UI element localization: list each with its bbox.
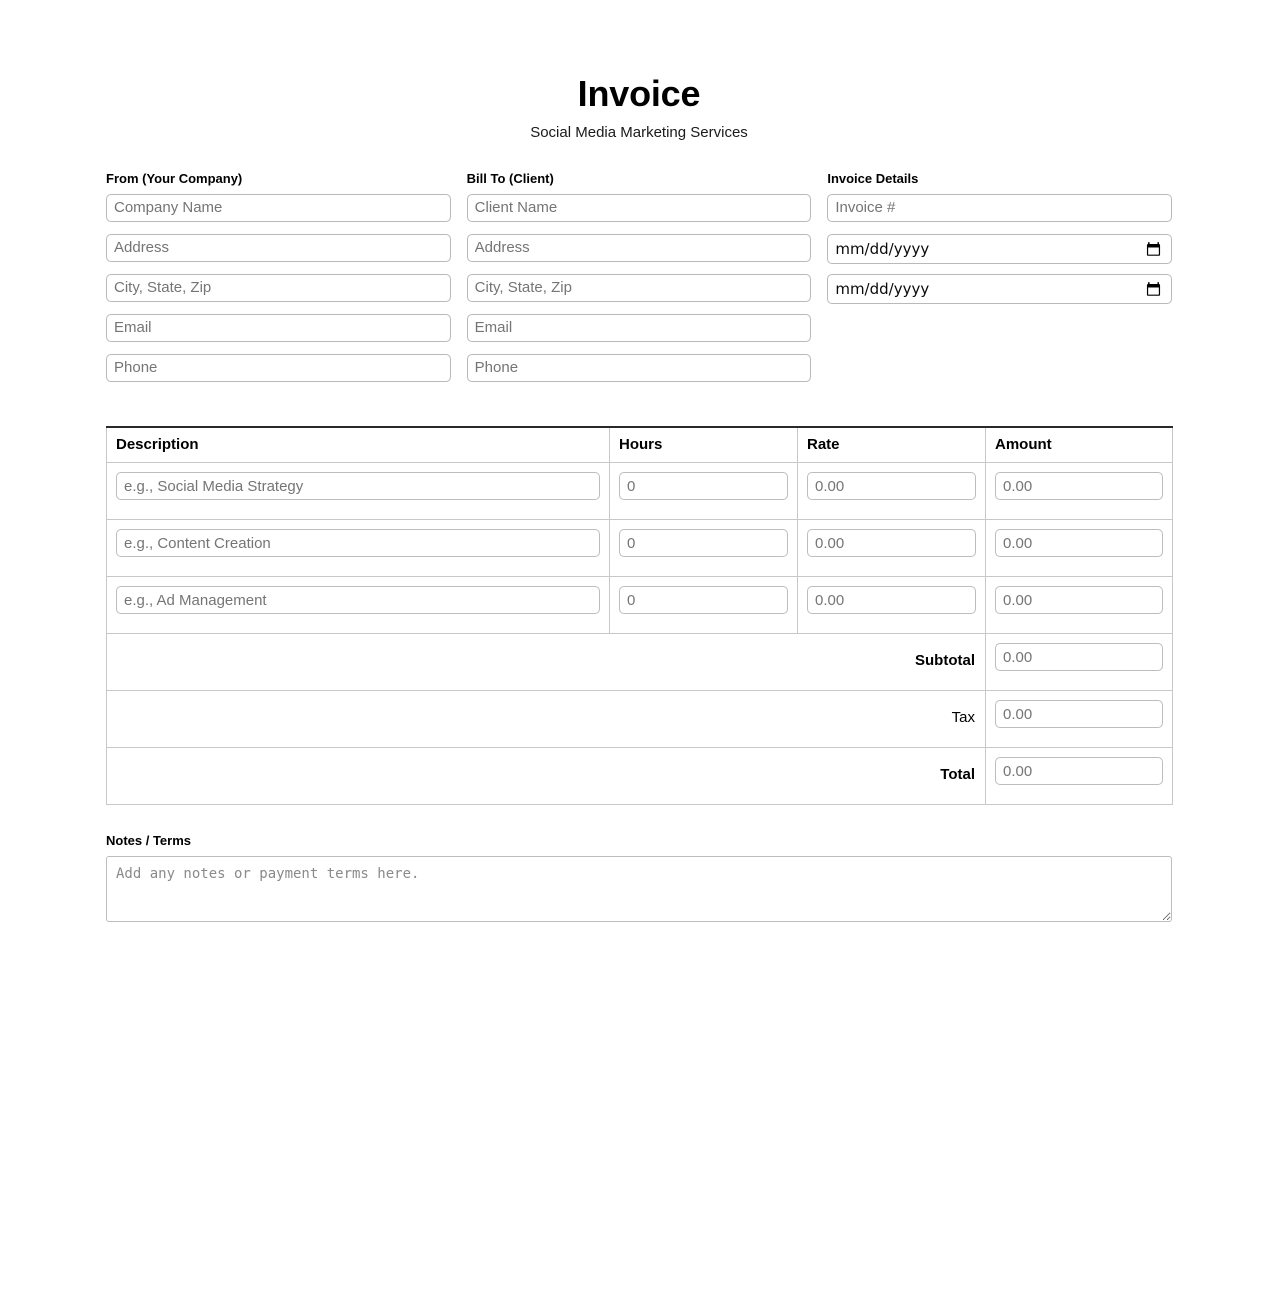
company-name-input[interactable]: [106, 194, 451, 222]
line-item-hours-input[interactable]: [619, 529, 788, 557]
cell-amount: [986, 463, 1173, 520]
subtotal-row: [107, 634, 1173, 691]
client-city-state-zip-input[interactable]: [467, 274, 812, 302]
total-input[interactable]: [995, 757, 1163, 785]
calendar-icon[interactable]: [1146, 241, 1161, 256]
line-items-table: [106, 426, 1173, 806]
calendar-icon[interactable]: [1146, 281, 1161, 296]
line-item-rate-input[interactable]: [807, 586, 976, 614]
total-row: [107, 748, 1173, 805]
invoice-date-value: mm/dd/yyyy: [835, 239, 930, 258]
cell-description: [107, 463, 610, 520]
invoice-number-input[interactable]: [827, 194, 1172, 222]
subtotal-input[interactable]: [995, 643, 1163, 671]
column-header-hours: Hours: [610, 427, 798, 463]
page-subtitle: Social Media Marketing Services: [530, 123, 748, 141]
cell-total: [986, 748, 1173, 805]
column-header-description: Description: [107, 427, 610, 463]
subtotal-label: Subtotal: [107, 634, 986, 691]
bill-to-section-label: Bill To (Client): [466, 170, 554, 186]
cell-rate: [798, 520, 986, 577]
total-label: Total: [107, 748, 986, 805]
table-header-row: [107, 427, 1173, 463]
parties-grid: [106, 171, 1172, 394]
line-item-rate-input[interactable]: [807, 529, 976, 557]
cell-description: [107, 577, 610, 634]
table-row: [107, 577, 1173, 634]
table-row: [107, 520, 1173, 577]
invoice-page: [106, 0, 1172, 922]
column-header-rate: Rate: [798, 427, 986, 463]
cell-subtotal: [986, 634, 1173, 691]
notes-section: [106, 833, 1172, 922]
client-email-input[interactable]: [467, 314, 812, 342]
line-item-description-input[interactable]: [116, 586, 600, 614]
cell-description: [107, 520, 610, 577]
line-item-amount-input[interactable]: [995, 529, 1163, 557]
client-phone-input[interactable]: [467, 354, 812, 382]
document-header: [106, 74, 1172, 141]
invoice-details-label: Invoice Details: [827, 170, 919, 186]
cell-hours: [610, 577, 798, 634]
tax-row: [107, 691, 1173, 748]
tax-label: Tax: [107, 691, 986, 748]
invoice-details-section: [827, 171, 1172, 394]
notes-textarea[interactable]: [106, 856, 1172, 922]
cell-rate: [798, 577, 986, 634]
company-phone-input[interactable]: [106, 354, 451, 382]
line-item-hours-input[interactable]: [619, 586, 788, 614]
due-date-input[interactable]: [827, 274, 1172, 304]
client-name-input[interactable]: [467, 194, 812, 222]
table-row: [107, 463, 1173, 520]
cell-amount: [986, 577, 1173, 634]
cell-amount: [986, 520, 1173, 577]
table-body: [107, 463, 1173, 805]
line-item-description-input[interactable]: [116, 472, 600, 500]
page-title: Invoice: [577, 73, 701, 114]
line-item-amount-input[interactable]: [995, 586, 1163, 614]
bill-to-client-section: [467, 171, 812, 394]
cell-hours: [610, 520, 798, 577]
from-section-label: From (Your Company): [106, 170, 243, 186]
cell-tax: [986, 691, 1173, 748]
cell-rate: [798, 463, 986, 520]
company-email-input[interactable]: [106, 314, 451, 342]
line-item-description-input[interactable]: [116, 529, 600, 557]
line-item-amount-input[interactable]: [995, 472, 1163, 500]
invoice-date-input[interactable]: [827, 234, 1172, 264]
cell-hours: [610, 463, 798, 520]
line-item-hours-input[interactable]: [619, 472, 788, 500]
column-header-amount: Amount: [986, 427, 1173, 463]
table-header: [107, 427, 1173, 463]
from-company-section: [106, 171, 451, 394]
company-city-state-zip-input[interactable]: [106, 274, 451, 302]
tax-input[interactable]: [995, 700, 1163, 728]
due-date-value: mm/dd/yyyy: [835, 279, 930, 298]
notes-label: Notes / Terms: [106, 833, 192, 849]
line-item-rate-input[interactable]: [807, 472, 976, 500]
company-address-input[interactable]: [106, 234, 451, 262]
client-address-input[interactable]: [467, 234, 812, 262]
